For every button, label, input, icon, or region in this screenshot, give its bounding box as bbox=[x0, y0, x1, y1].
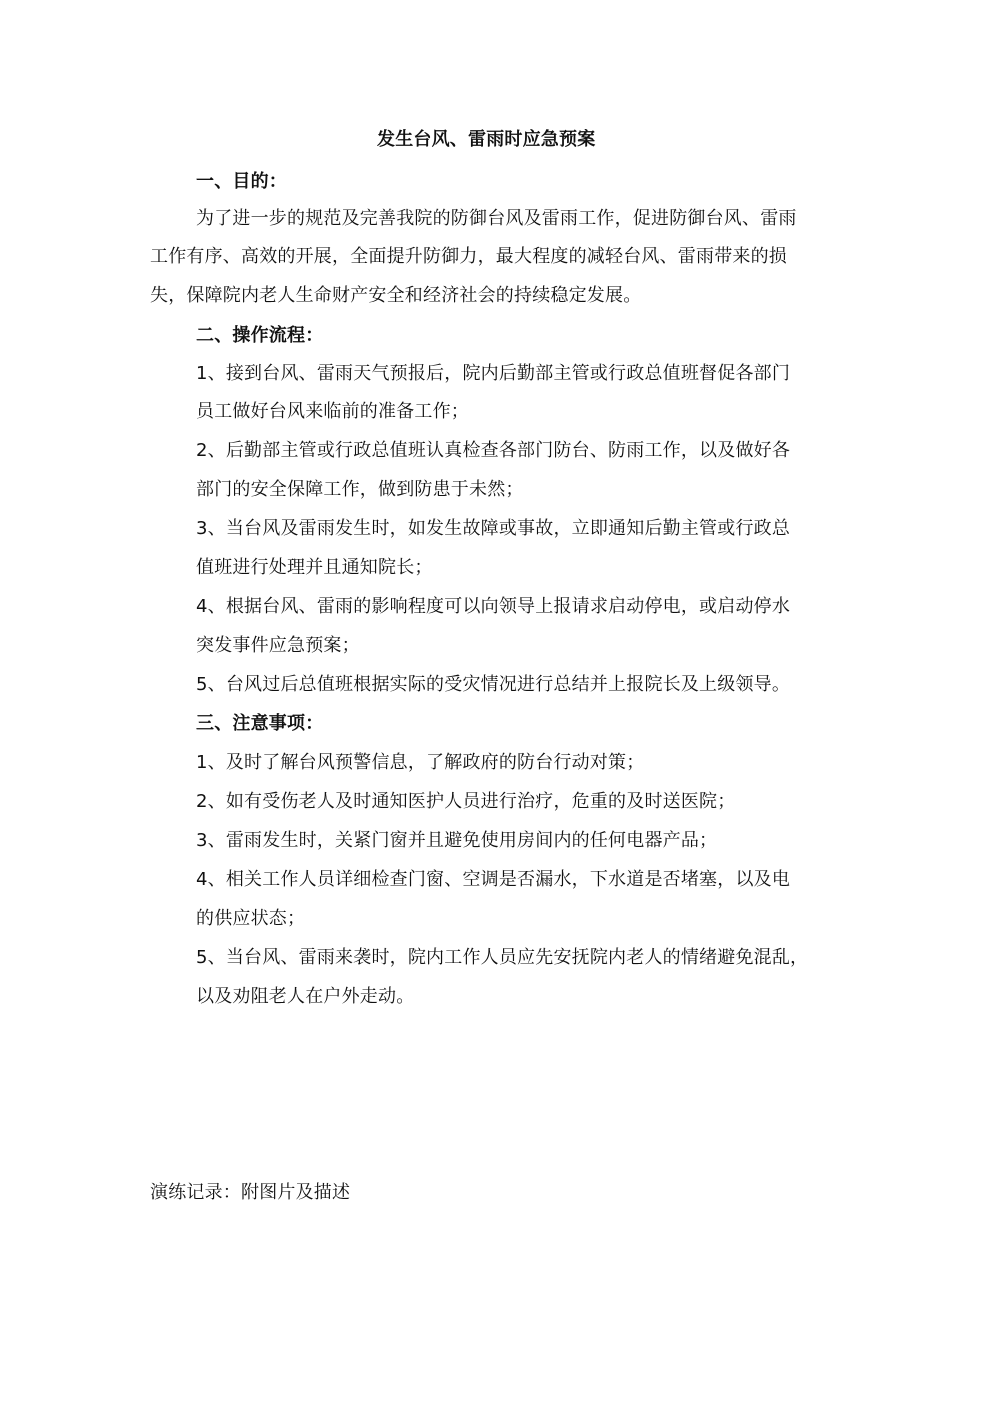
list-item-line: 1、接到台风、雷雨天气预报后，院内后勤部主管或行政总值班督促各部门 bbox=[196, 363, 791, 384]
section-heading-notes: 三、注意事项： bbox=[196, 713, 324, 734]
list-item-line: 5、当台风、雷雨来袭时，院内工作人员应先安抚院内老人的情绪避免混乱， bbox=[196, 947, 809, 968]
list-item-line: 3、雷雨发生时，关紧门窗并且避免使用房间内的任何电器产品； bbox=[196, 830, 718, 851]
list-item-line: 以及劝阻老人在户外走动。 bbox=[196, 986, 415, 1007]
drill-record-label: 演练记录：附图片及描述 bbox=[150, 1182, 351, 1203]
list-item-line: 2、后勤部主管或行政总值班认真检查各部门防台、防雨工作，以及做好各 bbox=[196, 440, 791, 461]
list-item-line: 1、及时了解台风预警信息，了解政府的防台行动对策； bbox=[196, 752, 645, 773]
section-heading-procedure: 二、操作流程： bbox=[196, 325, 324, 346]
list-item-line: 突发事件应急预案； bbox=[196, 635, 360, 656]
list-item-line: 3、当台风及雷雨发生时，如发生故障或事故，立即通知后勤主管或行政总 bbox=[196, 518, 791, 539]
list-item-line: 5、台风过后总值班根据实际的受灾情况进行总结并上报院长及上级领导。 bbox=[196, 674, 791, 695]
list-item-line: 员工做好台风来临前的准备工作； bbox=[196, 401, 469, 422]
document-title: 发生台风、雷雨时应急预案 bbox=[377, 129, 596, 150]
list-item-line: 4、相关工作人员详细检查门窗、空调是否漏水，下水道是否堵塞，以及电 bbox=[196, 869, 791, 890]
section-heading-purpose: 一、目的： bbox=[196, 171, 287, 192]
list-item-line: 的供应状态； bbox=[196, 908, 306, 929]
paragraph-line: 失，保障院内老人生命财产安全和经济社会的持续稳定发展。 bbox=[150, 285, 642, 306]
list-item-line: 2、如有受伤老人及时通知医护人员进行治疗，危重的及时送医院； bbox=[196, 791, 736, 812]
paragraph-line: 为了进一步的规范及完善我院的防御台风及雷雨工作，促进防御台风、雷雨 bbox=[196, 208, 797, 229]
paragraph-line: 工作有序、高效的开展，全面提升防御力，最大程度的减轻台风、雷雨带来的损 bbox=[150, 246, 787, 267]
list-item-line: 值班进行处理并且通知院长； bbox=[196, 557, 433, 578]
list-item-line: 4、根据台风、雷雨的影响程度可以向领导上报请求启动停电，或启动停水 bbox=[196, 596, 791, 617]
list-item-line: 部门的安全保障工作，做到防患于未然； bbox=[196, 479, 524, 500]
